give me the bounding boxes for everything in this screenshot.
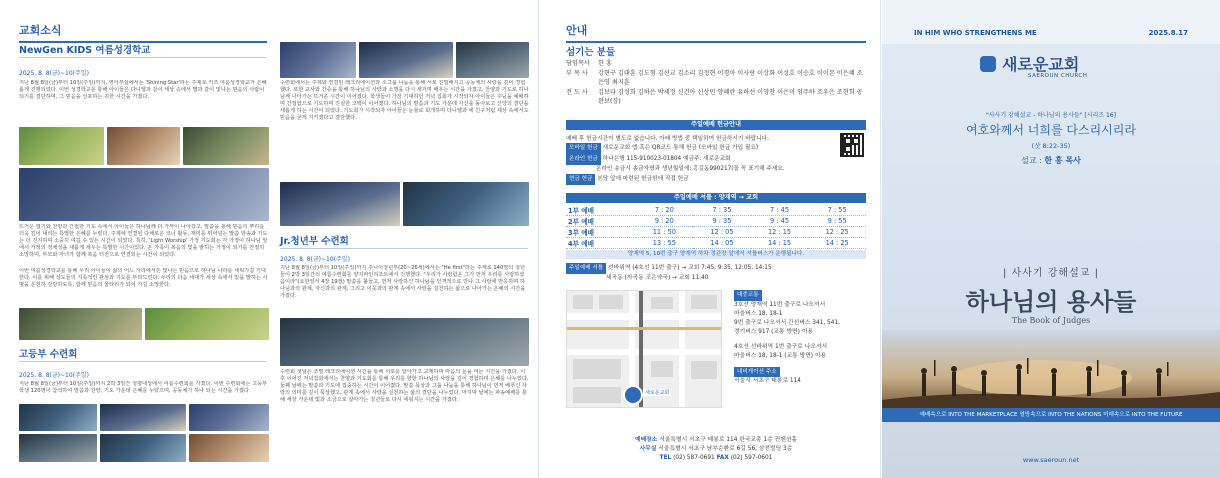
- transit-line: 9번 출구로 나오셔서 간선버스 341, 541,: [734, 319, 840, 326]
- weekday-line-1: 선바위역 (4호선 11번 출구) → 교회 7:45, 9:35, 12:05, 14:15: [608, 265, 772, 271]
- servant-role: 부 목 사: [566, 69, 588, 77]
- church-name-en: SAEROUN CHURCH: [1028, 73, 1088, 79]
- newgen-heading: NewGen KIDS 여름성경학교: [19, 45, 151, 56]
- guide-title: 안내: [566, 24, 588, 37]
- highschool-photo-6: [189, 434, 269, 462]
- fold-line-2: [880, 0, 881, 478]
- worship-label: 예배장소: [634, 437, 658, 443]
- shuttle-time: 9 : 35: [693, 216, 751, 227]
- servant-role: 전 도 사: [566, 88, 588, 96]
- church-logo-icon: [980, 56, 996, 72]
- highschool-date: 2025. 8. 8(금)~10(주일): [19, 372, 89, 379]
- middle-photo-3: [456, 42, 529, 78]
- church-news-title: 교회소식: [19, 24, 62, 37]
- series-title-en: The Book of Judges: [1011, 316, 1091, 325]
- servant-row: [566, 89, 866, 107]
- preacher-label: 설교 :: [1021, 156, 1042, 165]
- map-marker-icon: [623, 385, 643, 405]
- shuttle-time: 13 : 55: [636, 238, 694, 249]
- sermon-scripture: (삿 8:22-35): [1031, 142, 1071, 150]
- church-news-panel: [0, 0, 530, 478]
- transit-line: 경기버스 917 (교통 방면) 이용: [734, 328, 813, 335]
- highschool-photo-5: [100, 434, 186, 462]
- transit-line: 3호선 양재역 11번 출구로 나오셔서: [734, 301, 826, 308]
- offering-text: 새로운교회 앱 혹은 QR코드 통해 헌금 (모바일 헌금 가입 필요): [602, 145, 759, 151]
- battle-illustration: [882, 330, 1220, 408]
- youth-heading: Jr.청년부 수련회: [280, 236, 349, 247]
- highschool-divider: [19, 361, 267, 362]
- shuttle-title: 주일예배 셔틀 : 양재역 → 교회: [566, 193, 866, 203]
- shuttle-row: [566, 227, 866, 238]
- map-church-label: 새로운교회: [645, 390, 670, 396]
- servant-names: 강현구 김대훈 김도형 김선교 김소리 김정현 이경아 이사랑 이상화 이성호 이승호 이이몬 이은혜 조은영 최지훈: [598, 69, 863, 86]
- qr-code-icon[interactable]: [840, 133, 864, 157]
- highschool-photo-4: [19, 434, 97, 462]
- nav-address: 서울시 서초구 태봉로 114: [734, 378, 801, 385]
- guide-panel: [540, 0, 875, 478]
- shuttle-service: 4부 예배: [566, 238, 636, 249]
- tel-label: TEL: [659, 454, 672, 461]
- offering-item: [566, 143, 851, 154]
- middle-text: 수련회에서는 주제와 연결된 레크리에이션과 소그룹 나눔을 통해 서로 친밀해지고 공동체의 사랑을 깊이 경험했다. 또한 교사와 간증을 통해 하나님의 사랑과 소명을 다시 새기며 배우는 시간을 가졌고, 찬양과 기도로 하나님께 나아가는 뜨거운 시간이 이어졌다. 학생들이 가장 기대하던 저녁 집회가 시작되자 아이들은 주님을 예배하며 간절함으로 기도하며 진실한 고백이 이어졌다. 하나님의 말씀과 기도 가운데 자신을 돌아보고 신앙의 결단을 새롭게 하는 시간이 되었다. 기도회가 시작되자 아이들은 눈물로 회개하며 다니엘과 세 친구처럼 세상 속에서도 믿음을 굳게 지키겠다고 결단했다.: [280, 80, 529, 122]
- shuttle-time: 12 : 15: [751, 227, 809, 238]
- youth-text-2: 수련회 첫날은 조별 레크리에이션 시간을 통해 서로를 알아가고 교제하며 마음의 문을 여는 시간을 가졌다. 이후 이어진 저녁집회에서는 찬양과 기도회를 통해 우리를 향한 하나님의 사랑을 깊이 경험하며 은혜를 나누었다. 둘째 날에는 말씀과 기도에 집중하는 시간이 이어졌다. 말씀 묵상과 그룹 나눔을 통해 하나님이 먼저 베푸신 사랑의 의미를 깊이 묵상했고, 관계 속에서 사랑을 실천하는 삶의 결단을 나누었다. 마지막 날에는 파송예배를 통해 세상 가운데 빛과 소금으로 살아가는 청년들로 다시 세워지는 시간을 가졌다.: [280, 369, 529, 404]
- offering-item: [566, 154, 851, 165]
- sermon-title: 여호와께서 너희를 다스리시리라: [966, 123, 1136, 137]
- youth-date: 2025. 8. 8(금)~10(주일): [280, 256, 350, 263]
- offering-tag: 온라인 헌금: [566, 154, 601, 165]
- shuttle-time: 9 : 45: [751, 216, 809, 227]
- fax-label: FAX: [716, 454, 729, 461]
- cover-panel: [882, 0, 1220, 478]
- highschool-photo-1: [19, 404, 97, 431]
- shuttle-table: [566, 205, 866, 249]
- servants-heading: 섬기는 분들: [566, 47, 616, 58]
- shuttle-row: [566, 238, 866, 249]
- series-title: 하나님의 용사들: [965, 287, 1137, 316]
- sermon-series: "사사기 강해설교 - 하나님의 용사들" [시리즈 16]: [986, 112, 1116, 119]
- worship-address: 서울특별시 서초구 태봉로 114 한국교총 1층 컨벤션홀: [659, 437, 798, 443]
- nav-tag: 내비게이션 주소: [734, 367, 780, 378]
- middle-photo-1: [280, 42, 356, 78]
- shuttle-service: 2부 예배: [566, 216, 636, 227]
- transit-line: 4호선 선바위역 1번 출구로 나오셔서: [734, 343, 828, 350]
- youth-divider: [280, 248, 528, 249]
- shuttle-service: 1부 예배: [566, 205, 636, 216]
- newgen-photo-3: [183, 127, 269, 165]
- offering-title: 주일예배 헌금안내: [566, 120, 866, 130]
- newgen-text-1: 지난 8월 8일(금)부터 10일(주일)까지, 영아부실에서는 'Shining Star'라는 주제로 키즈 여름성경학교가 은혜롭게 진행되었다. 이번 성경학교를 통해 아이들은 다니엘과 같이 세상 속에서 별과 같이 빛나는 믿음의 사람이 되기를 결단하며, 그 믿음을 선포하는 귀한 시간을 가졌다.: [19, 80, 267, 101]
- shuttle-time: 7 : 55: [808, 205, 866, 216]
- warriors-silhouette: [882, 330, 1220, 408]
- shuttle-row: [566, 205, 866, 216]
- sermon-preacher: [882, 155, 1220, 166]
- church-news-header: [19, 22, 267, 43]
- church-website-link[interactable]: www.saeroun.net: [1022, 456, 1080, 464]
- newgen-photo-1: [19, 127, 104, 165]
- newgen-divider: [19, 57, 267, 58]
- tel-number: (02) 587-0691: [673, 454, 715, 461]
- series-label: | 사사기 강해설교 |: [1003, 268, 1099, 279]
- newgen-date: 2025. 8. 8(금)~10(주일): [19, 70, 89, 77]
- shuttle-time: 11 : 50: [636, 227, 694, 238]
- shuttle-time: 14 : 25: [808, 238, 866, 249]
- highschool-heading: 고등부 수련회: [19, 349, 78, 360]
- fold-line-1: [538, 0, 539, 478]
- youth-text-1: 지난 8월 8일(금)부터 10일(주일)까지 주니어청년부(20~26세)에서는 "He first"라는 주제로 140명의 청년들이 2박 3일간의 여름수련회를 양지파인리조트에서 진행했다. "우리가 사랑함은 그가 먼저 우리를 사랑하셨음이라"(요한일서 4장 19절) 말씀을 붙들고, 먼저 사랑하신 하나님을 인격적으로 만나 그 사랑에 반응하며 하나님과의 관계, 자신과의 관계, 그리고 이웃과의 관계 속에서 사랑을 실천하는 삶으로 나아가는 은혜의 시간을 가졌다.: [280, 265, 526, 300]
- servant-names: 김보다 김성희 김하은 박세정 신건아 신상민 양혜란 유하선 이영찬 이은미 임주하 조우은 조현희 공완보(장): [598, 88, 863, 105]
- offering-text: 하나은행 115-910023-01804 예금주: 새로운교회: [602, 155, 731, 162]
- shuttle-time: 12 : 05: [693, 227, 751, 238]
- shuttle-time: 7 : 20: [636, 205, 694, 216]
- highschool-text: 지난 8월 8일(금)부터 10일(주일)까지 2박 3일간 청평대성에서 여름수련회를 가졌다. 이번 수련회에는 고등부 학생 120명이 참석하여 말씀과 찬양, 기도 가운데 은혜를 누렸으며, 공동체가 하나 되는 시간을 가졌다.: [19, 381, 268, 395]
- highschool-photo-2: [100, 404, 186, 431]
- location-map[interactable]: [566, 290, 722, 408]
- offering-tag: 현금 헌금: [566, 174, 595, 185]
- middle-photo-5: [403, 182, 529, 226]
- cover-tagline: IN HIM WHO STRENGTHENS ME: [914, 29, 1037, 37]
- middle-photo-4: [280, 182, 400, 226]
- directions: [734, 290, 864, 386]
- servant-names: 한 홍: [598, 60, 612, 67]
- offering-intro: 예배 후 헌금시간이 별도로 없습니다. 아래 방법 중 택일하여 헌금하시기 바랍니다.: [566, 136, 769, 142]
- transit-line: 마을버스 18, 18-1 (교통 방면) 이용: [734, 352, 827, 359]
- middle-photo-2: [359, 42, 453, 78]
- transit-tag: 대중교통: [734, 290, 762, 301]
- newgen-photo-5: [19, 308, 142, 340]
- shuttle-time: 9 : 55: [808, 216, 866, 227]
- shuttle-time: 14 : 15: [751, 238, 809, 249]
- offering-item: [566, 165, 851, 174]
- weekday-line-2: 세곡동 (자곡동 조은약국) → 교회 11:40: [606, 274, 709, 281]
- preacher-name: 한 홍 목사: [1044, 156, 1081, 165]
- fax-number: (02) 597-0601: [730, 454, 773, 461]
- transit-line: 마을버스 18, 18-1: [734, 310, 783, 317]
- shuttle-time: 9 : 20: [636, 216, 694, 227]
- cover-top-band: [882, 0, 1220, 44]
- weekday-shuttle: [566, 263, 772, 283]
- weekday-tag: 주일예배 셔틀: [566, 263, 606, 274]
- cover-banner: 예배속으로 INTO THE MARKETPLACE 열방속으로 INTO THE NATIONS 미래속으로 INTO THE FUTURE: [882, 408, 1220, 422]
- offering-text: 본당 앞에 마련된 헌금함에 직접 헌금: [597, 176, 689, 182]
- servants-list: [566, 60, 866, 107]
- shuttle-time: 7 : 45: [751, 205, 809, 216]
- offering-tag: 모바일 헌금: [566, 143, 601, 154]
- newgen-photo-2: [107, 127, 180, 165]
- office-address: 서울특별시 서초구 남부순환로 6길 56, 삼전빌딩 3층: [658, 445, 793, 452]
- shuttle-service: 3부 예배: [566, 227, 636, 238]
- shuttle-time: 14 : 05: [693, 238, 751, 249]
- newgen-photo-4: [19, 168, 269, 221]
- footer-addresses: [566, 436, 866, 463]
- newgen-photo-6: [145, 308, 269, 340]
- youth-photo-1: [280, 318, 529, 366]
- newgen-text-2: 뜨거운 열기와 찬양과 간절한 기도 속에서 아이들은 하나님께 더 가까이 나아갔고, 말씀을 통해 믿음의 뿌리를 더욱 깊이 내리는 특별한 은혜를 누렸다. 주제에 연결된 다채로운 코너 활동, 재미를 뛰어넘는 말씀 암송과 기도는 더 진지하며 소중히 여길 수 있는 시간이 되었다. 특히, 'Light Worship' 가정 기도회는 각 가정이 하나님 앞에서 가정의 정체성을 새롭게 세우는 특별한 시간이었다. 온 가족이 복음의 빛을 밝히는 가정이 되기를 간절히 소망하며, 부모와 자녀가 함께 복음 터전으로 연결되는 시간이 되었다.: [19, 224, 268, 259]
- offering-item: [566, 174, 851, 185]
- servant-role: 담임목사: [566, 60, 590, 67]
- servant-row: [566, 70, 866, 88]
- church-name: 새로운교회: [1002, 55, 1080, 74]
- offering-list: [566, 143, 851, 185]
- highschool-photo-3: [189, 404, 269, 431]
- servant-row: [566, 60, 866, 69]
- shuttle-notice: 양재역 5, 10번 출구 양재역 하차 정관장 앞에서 셔틀버스가 운행됩니다.: [566, 250, 866, 259]
- guide-header: [566, 22, 866, 43]
- shuttle-time: 12 : 25: [808, 227, 866, 238]
- cover-date: 2025.8.17: [1148, 29, 1188, 37]
- newgen-text-3: 이번 여름성경학교를 통해 우리 아이들이 삶의 어느 자리에서든 빛나는 믿음으로 하나님 나라를 세워가길 기대한다. 이를 위해 성도들의 지속적인 관심과 기도를 부탁드린다. 우리의 다음 세대가 세상 속에서 빛을 발하는 사명을 온전히 감당하도록, 함께 믿음의 울타리가 되어 가길 소망한다.: [19, 268, 268, 289]
- shuttle-row: [566, 216, 866, 227]
- shuttle-time: 7 : 35: [693, 205, 751, 216]
- office-label: 사무실: [639, 445, 657, 452]
- offering-text: 온라인 송금시 송금자명과 생년월일에: 홍길동990217(꼴 꼭 표기해 주세요.: [596, 165, 785, 172]
